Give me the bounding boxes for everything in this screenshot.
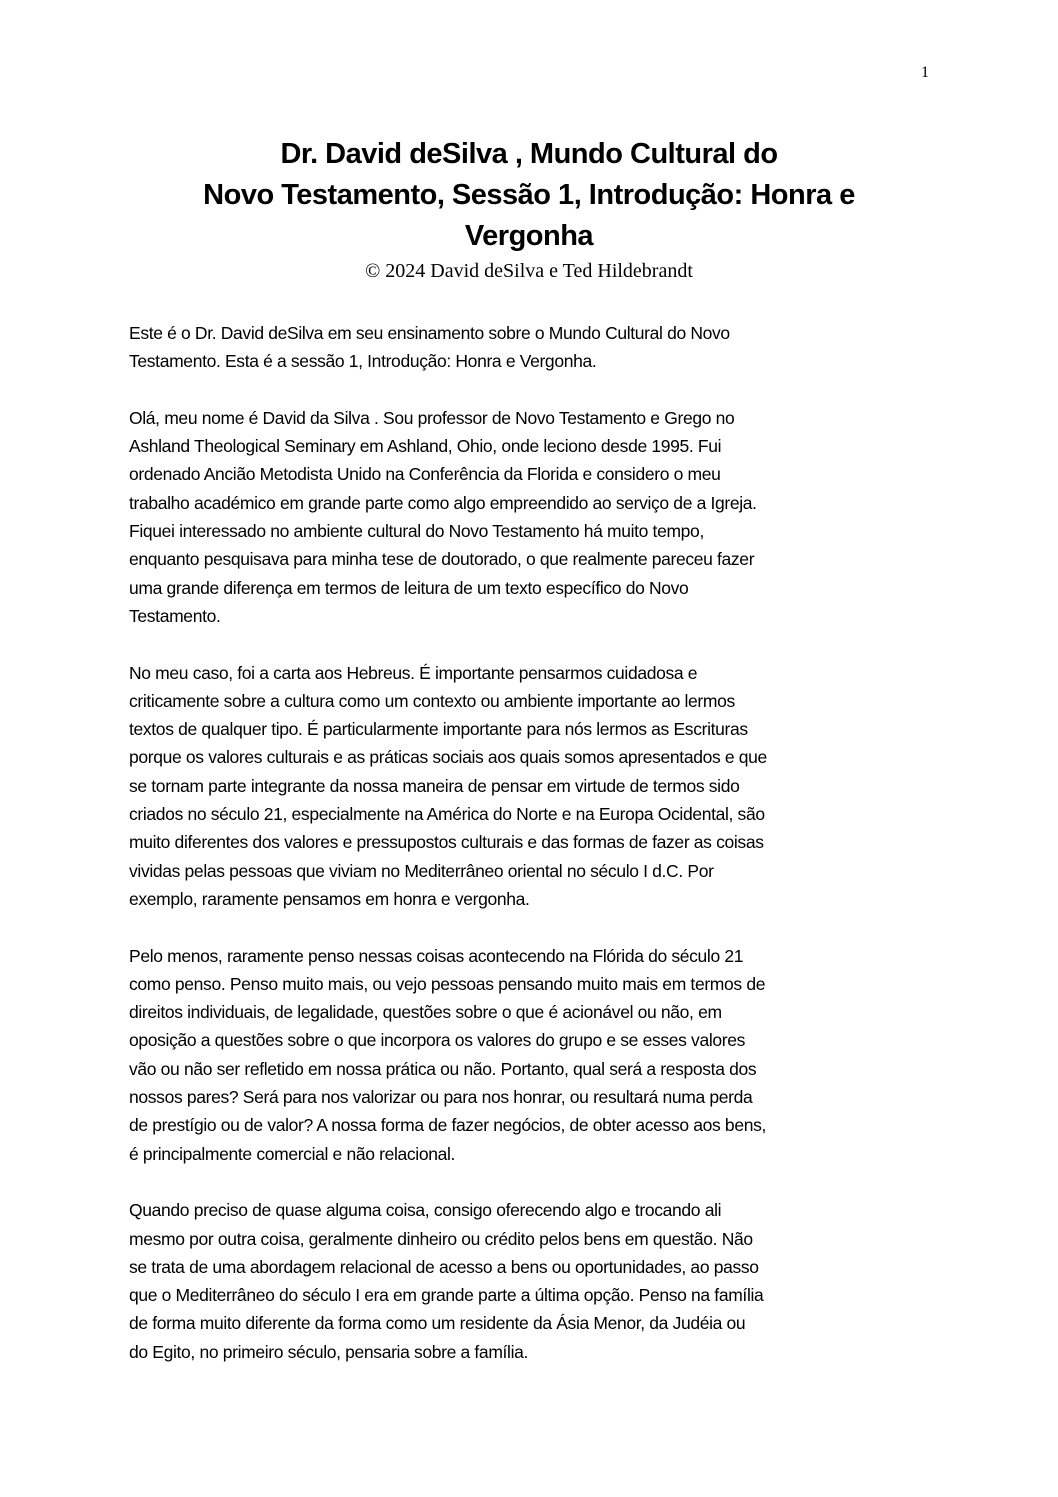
paragraph-line: exemplo, raramente pensamos em honra e vergonha. [129,888,530,909]
paragraph-line: ordenado Ancião Metodista Unido na Conferência da Florida e considero o meu [129,464,721,485]
paragraph-line: vão ou não ser refletido em nossa prática ou não. Portanto, qual será a resposta dos [129,1058,757,1079]
paragraph-line: trabalho académico em grande parte como algo empreendido ao serviço de a Igreja. [129,492,757,513]
title-line: Dr. David deSilva , Mundo Cultural do [280,138,778,170]
paragraph-line: textos de qualquer tipo. É particularmente importante para nós lermos as Escrituras [129,719,748,740]
paragraph-line: vividas pelas pessoas que viviam no Mediterrâneo oriental no século I d.C. Por [129,860,714,881]
paragraph-line: Testamento. [129,605,221,626]
paragraph [129,1196,949,1366]
document-body [129,319,949,1394]
paragraph-line: mesmo por outra coisa, geralmente dinheiro ou crédito pelos bens em questão. Não [129,1228,753,1249]
paragraph-line: uma grande diferença em termos de leitura de um texto específico do Novo [129,577,689,598]
paragraph-line: direitos individuais, de legalidade, questões sobre o que é acionável ou não, em [129,1002,722,1023]
paragraph-line: se tornam parte integrante da nossa maneira de pensar em virtude de termos sido [129,775,740,796]
paragraph [129,404,949,630]
paragraph-line: oposição a questões sobre o que incorpora os valores do grupo e se esses valores [129,1030,746,1051]
paragraph [129,319,949,376]
paragraph-line: de prestígio ou de valor? A nossa forma de fazer negócios, de obter acesso aos bens, [129,1115,766,1136]
title-line: Vergonha [464,220,594,252]
paragraph-line: se trata de uma abordagem relacional de acesso a bens ou oportunidades, ao passo [129,1256,759,1277]
page-number: 1 [921,64,929,81]
paragraph-line: nossos pares? Será para nos valorizar ou para nos honrar, ou resultará numa perda [129,1087,753,1108]
paragraph [129,659,949,914]
copyright-line: © 2024 David deSilva e Ted Hildebrandt [365,260,693,282]
paragraph-line: do Egito, no primeiro século, pensaria sobre a família. [129,1341,529,1362]
paragraph-line: No meu caso, foi a carta aos Hebreus. É importante pensarmos cuidadosa e [129,662,698,683]
paragraph-line: Ashland Theological Seminary em Ashland, Ohio, onde leciono desde 1995. Fui [129,436,722,457]
document-title [100,134,958,257]
paragraph-line: Fiquei interessado no ambiente cultural do Novo Testamento há muito tempo, [129,521,704,542]
paragraph-line: Testamento. Esta é a sessão 1, Introdução: Honra e Vergonha. [129,351,597,372]
paragraph-line: enquanto pesquisava para minha tese de doutorado, o que realmente pareceu fazer [129,549,755,570]
paragraph-line: Este é o Dr. David deSilva em seu ensinamento sobre o Mundo Cultural do Novo [129,323,730,343]
title-line: Novo Testamento, Sessão 1, Introdução: Honra e [203,179,855,211]
paragraph-line: criados no século 21, especialmente na América do Norte e na Europa Ocidental, são [129,804,765,825]
paragraph-line: porque os valores culturais e as práticas sociais aos quais somos apresentados e que [129,747,767,768]
paragraph-line: muito diferentes dos valores e pressupostos culturais e das formas de fazer as coisas [129,832,764,853]
paragraph-line: Pelo menos, raramente penso nessas coisas acontecendo na Flórida do século 21 [129,945,744,966]
paragraph-line: como penso. Penso muito mais, ou vejo pessoas pensando muito mais em termos de [129,973,766,994]
paragraph-line: criticamente sobre a cultura como um contexto ou ambiente importante ao lermos [129,690,735,711]
paragraph-line: de forma muito diferente da forma como um residente da Ásia Menor, da Judéia ou [129,1313,746,1334]
document-header [100,134,958,284]
paragraph-line: Quando preciso de quase alguma coisa, consigo oferecendo algo e trocando ali [129,1200,722,1221]
paragraph-line: que o Mediterrâneo do século I era em grande parte a última opção. Penso na família [129,1285,764,1306]
paragraph-line: é principalmente comercial e não relacional. [129,1143,456,1164]
paragraph [129,942,949,1168]
paragraph-line: Olá, meu nome é David da Silva . Sou professor de Novo Testamento e Grego no [129,407,735,428]
